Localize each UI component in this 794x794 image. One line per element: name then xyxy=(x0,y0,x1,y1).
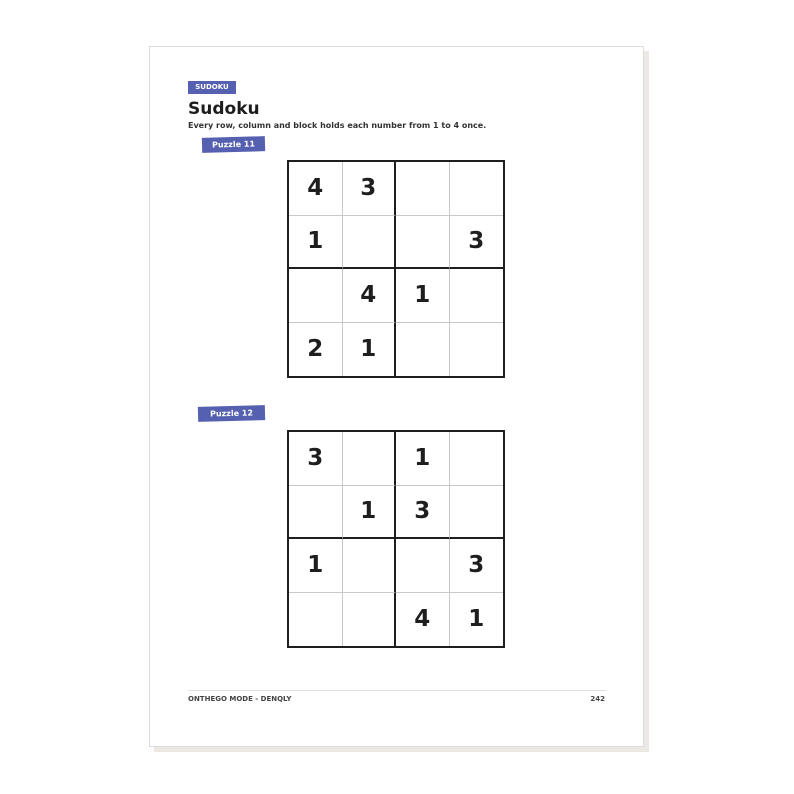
sudoku-cell: 1 xyxy=(289,216,343,270)
sudoku-cell: 4 xyxy=(343,269,397,323)
puzzle-11-label: Puzzle 11 xyxy=(202,136,265,153)
sudoku-cell xyxy=(343,593,397,647)
sudoku-cell: 1 xyxy=(289,539,343,593)
sudoku-cell xyxy=(450,269,504,323)
sudoku-cell: 2 xyxy=(289,323,343,377)
page-number: 242 xyxy=(590,695,605,703)
sudoku-cell xyxy=(289,593,343,647)
puzzle-12-label: Puzzle 12 xyxy=(198,405,265,422)
page-subtitle: Every row, column and block holds each number from 1 to 4 once. xyxy=(188,121,487,130)
sudoku-cell xyxy=(450,162,504,216)
sudoku-cell xyxy=(343,432,397,486)
sudoku-cell: 3 xyxy=(450,216,504,270)
sudoku-cell: 4 xyxy=(289,162,343,216)
sudoku-cell: 1 xyxy=(468,606,485,633)
sudoku-cell xyxy=(396,539,450,593)
sudoku-cell: 3 xyxy=(343,162,397,216)
sudoku-cell xyxy=(450,432,504,486)
sudoku-cell xyxy=(343,216,397,270)
sudoku-cell xyxy=(289,269,343,323)
sudoku-cell: 3 xyxy=(396,486,450,540)
sudoku-cell xyxy=(396,162,450,216)
sudoku-grid-puzzle-11 xyxy=(287,160,505,378)
book-page xyxy=(149,46,644,747)
page-title: Sudoku xyxy=(188,99,260,119)
sudoku-cell: 1 xyxy=(343,486,397,540)
sudoku-cell: 4 xyxy=(396,593,450,647)
sudoku-cell: 3 xyxy=(450,539,504,593)
sudoku-cell xyxy=(289,486,343,540)
sudoku-cell: 1 xyxy=(343,323,397,377)
sudoku-cell xyxy=(450,323,504,377)
sudoku-cell xyxy=(450,486,504,540)
sudoku-cell xyxy=(343,539,397,593)
sudoku-cell: 1 xyxy=(396,432,450,486)
footer-publisher: ONTHEGO MODE - DENQLY xyxy=(188,695,292,703)
sudoku-cell xyxy=(396,216,450,270)
footer-divider xyxy=(188,690,606,691)
sudoku-grid-puzzle-12 xyxy=(287,430,505,648)
sudoku-cell: 1 xyxy=(396,269,450,323)
section-tag: SUDOKU xyxy=(188,81,236,94)
sudoku-cell xyxy=(396,323,450,377)
sudoku-cell: 3 xyxy=(289,432,343,486)
